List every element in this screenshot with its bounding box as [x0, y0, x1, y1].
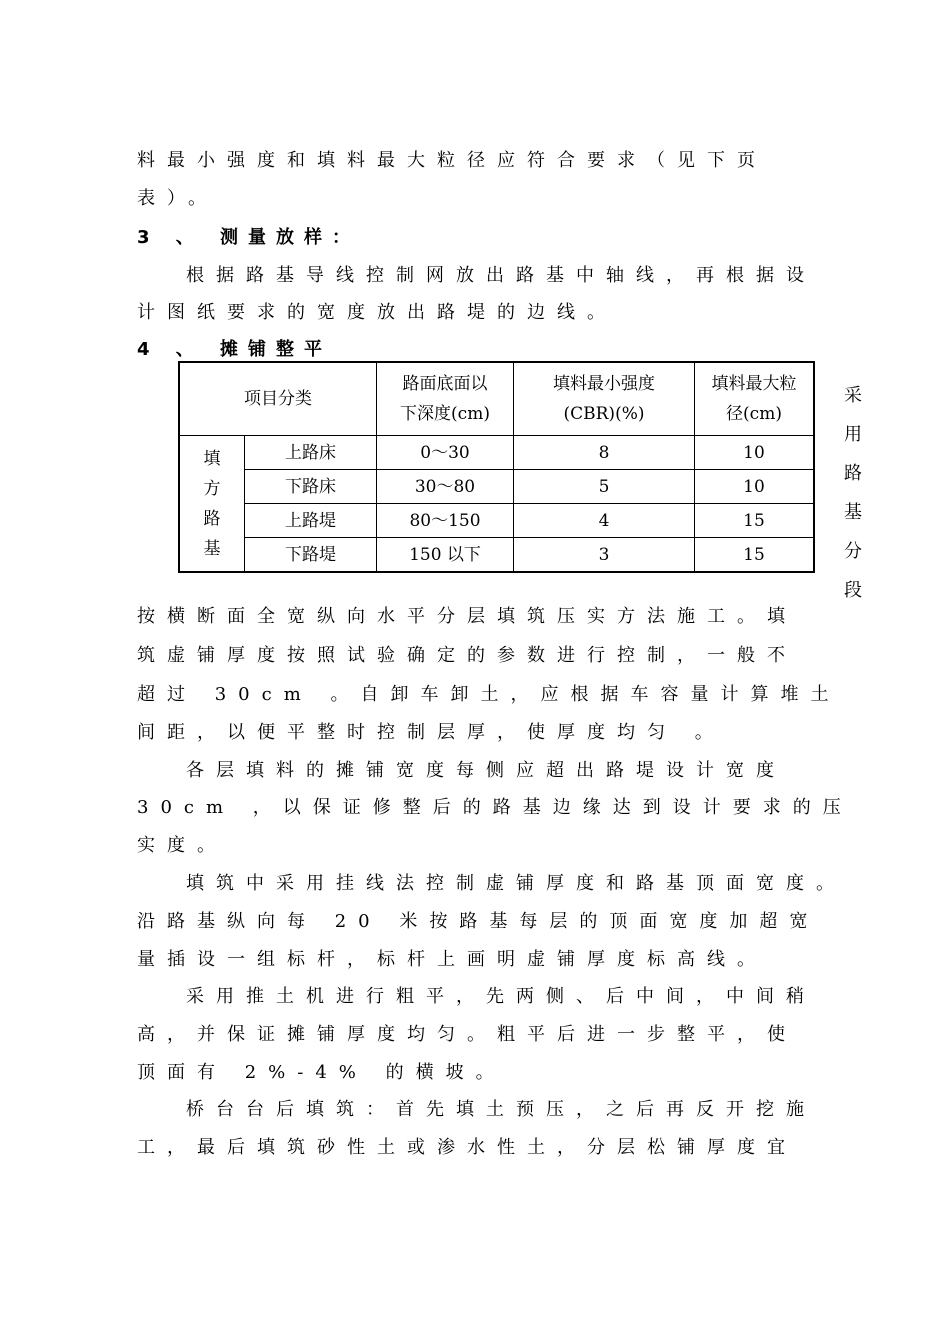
side-vertical-text: 采 用 路 基 分 段: [844, 385, 862, 601]
text-line: 各层填料的摊铺宽度每侧应超出路堤设计宽度: [186, 760, 786, 781]
text-line: 筑虚铺厚度按照试验确定的参数进行控制，一般不: [137, 645, 797, 666]
text-line: 高，并保证摊铺厚度均匀。粗平后进一步整平，使: [137, 1024, 797, 1045]
table-row: [179, 538, 814, 573]
row-size: 15: [695, 504, 815, 538]
text-line: 工，最后填筑砂性土或渗水性土，分层松铺厚度宜: [137, 1137, 797, 1158]
text-line: 间距，以便平整时控制层厚，使厚度均匀 。: [137, 722, 725, 743]
text-line: 实度。: [137, 835, 227, 856]
row-name: 上路床: [245, 436, 377, 470]
row-name: 上路堤: [245, 504, 377, 538]
fill-spec-table: [178, 361, 815, 573]
row-depth: 0～30: [377, 436, 514, 470]
text-line: 沿路基纵向每 20 米按路基每层的顶面宽度加超宽: [137, 911, 820, 932]
row-cbr: 8: [514, 436, 695, 470]
row-depth: 30～80: [377, 470, 514, 504]
text-line: 表）。: [137, 188, 218, 209]
text-line: 采用推土机进行粗平，先两侧、后中间，中间稍: [186, 986, 816, 1007]
text-line: 根据路基导线控制网放出路基中轴线，再根据设: [186, 265, 816, 286]
table-row: [179, 504, 814, 538]
header-cbr: 填料最小强度 (CBR)(%): [514, 362, 695, 436]
text-line: 量插设一组标杆，标杆上画明虚铺厚度标高线。: [137, 949, 767, 970]
text-line: 30cm ，以保证修整后的路基边缘达到设计要求的压: [137, 797, 853, 818]
text-line: 料最小强度和填料最大粒径应符合要求（见下页: [137, 150, 767, 171]
header-size: 填料最大粒 径(cm): [695, 362, 815, 436]
row-name: 下路堤: [245, 538, 377, 573]
text-line: 按横断面全宽纵向水平分层填筑压实方法施工。填: [137, 606, 797, 627]
header-depth: 路面底面以 下深度(cm): [377, 362, 514, 436]
text-line: 桥台台后填筑：首先填土预压，之后再反开挖施: [186, 1099, 816, 1120]
row-cbr: 5: [514, 470, 695, 504]
row-cbr: 3: [514, 538, 695, 573]
text-line: 顶面有 2%-4% 的横坡。: [137, 1062, 506, 1083]
row-size: 15: [695, 538, 815, 573]
row-size: 10: [695, 470, 815, 504]
section-heading-4: 4 、 摊铺整平: [137, 339, 333, 360]
row-size: 10: [695, 436, 815, 470]
header-category: 项目分类: [179, 362, 377, 436]
text-line: 超过 30cm 。自卸车卸土，应根据车容量计算堆土: [137, 684, 841, 705]
text-line: 填筑中采用挂线法控制虚铺厚度和路基顶面宽度。: [186, 873, 846, 894]
row-depth: 80～150: [377, 504, 514, 538]
table-row: [179, 436, 814, 470]
table-row: [179, 470, 814, 504]
row-name: 下路床: [245, 470, 377, 504]
row-depth: 150 以下: [377, 538, 514, 573]
group-label: 填 方 路 基: [179, 436, 245, 573]
row-cbr: 4: [514, 504, 695, 538]
section-heading-3: 3 、 测量放样：: [137, 227, 361, 248]
text-line: 计图纸要求的宽度放出路堤的边线。: [137, 302, 617, 323]
